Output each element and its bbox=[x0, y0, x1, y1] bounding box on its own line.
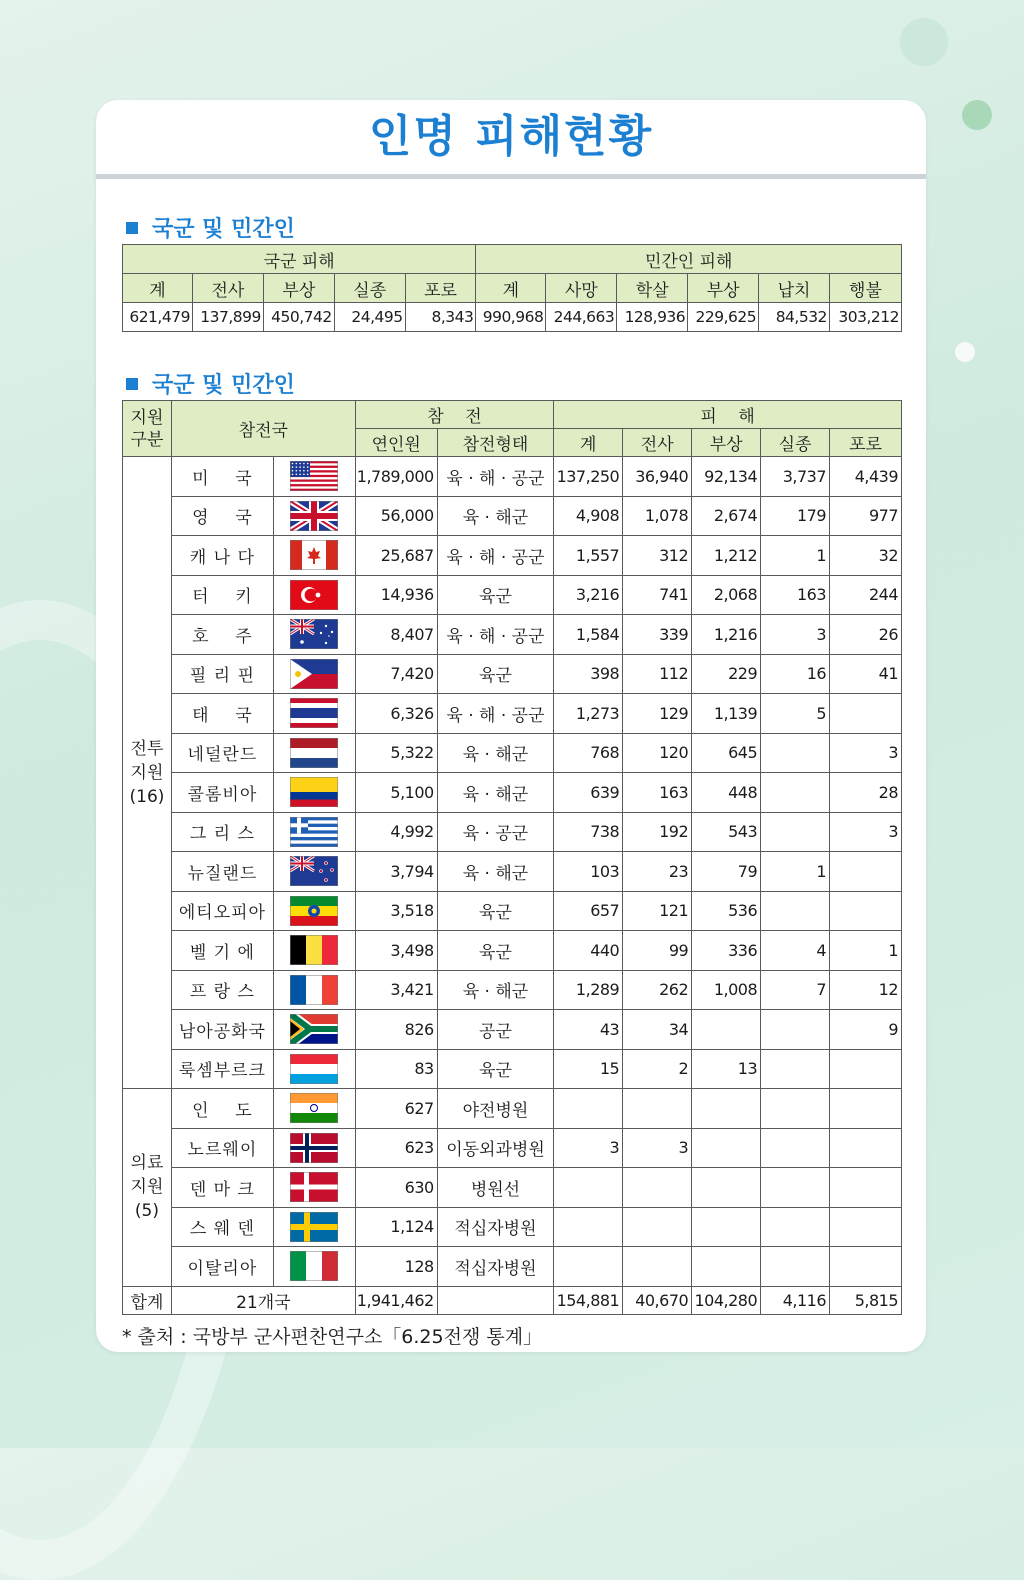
missing-cell: 3,737 bbox=[761, 457, 830, 497]
killed-cell: 99 bbox=[623, 931, 692, 971]
country-name: 스 웨 덴 bbox=[171, 1207, 273, 1247]
personnel-cell: 1,789,000 bbox=[355, 457, 437, 497]
country-row bbox=[123, 773, 902, 813]
pow-cell bbox=[830, 1128, 902, 1168]
section-heading-2-text: 국군 및 민간인 bbox=[152, 373, 295, 398]
summary-column-header: 계 bbox=[123, 274, 193, 303]
total-pow-cell: 5,815 bbox=[830, 1286, 902, 1314]
total-cell bbox=[554, 1247, 623, 1287]
military-damage-header: 국군 피해 bbox=[123, 245, 476, 274]
square-bullet-icon bbox=[126, 378, 138, 390]
killed-cell: 2 bbox=[623, 1049, 692, 1089]
total-cell: 137,250 bbox=[554, 457, 623, 497]
country-name: 필 리 핀 bbox=[171, 654, 273, 694]
service-type-cell: 이동외과병원 bbox=[437, 1128, 554, 1168]
total-personnel: 1,941,462 bbox=[355, 1286, 437, 1314]
country-row bbox=[123, 1049, 902, 1089]
service-type-cell: 육군 bbox=[437, 1049, 554, 1089]
wounded-cell: 1,139 bbox=[692, 694, 761, 734]
country-row bbox=[123, 812, 902, 852]
summary-column-header: 부상 bbox=[688, 274, 759, 303]
killed-cell: 192 bbox=[623, 812, 692, 852]
thailand-flag-icon bbox=[273, 694, 355, 734]
canada-flag-icon bbox=[273, 536, 355, 576]
wounded-cell bbox=[692, 1247, 761, 1287]
total-total-cell: 154,881 bbox=[554, 1286, 623, 1314]
service-type-cell: 육 · 해 · 공군 bbox=[437, 457, 554, 497]
killed-cell bbox=[623, 1089, 692, 1129]
personnel-cell: 25,687 bbox=[355, 536, 437, 576]
personnel-cell: 3,421 bbox=[355, 970, 437, 1010]
country-row bbox=[123, 457, 902, 497]
total-cell: 440 bbox=[554, 931, 623, 971]
killed-cell: 34 bbox=[623, 1010, 692, 1050]
total-cell: 738 bbox=[554, 812, 623, 852]
killed-cell bbox=[623, 1207, 692, 1247]
wounded-cell: 543 bbox=[692, 812, 761, 852]
personnel-cell: 8,407 bbox=[355, 615, 437, 655]
service-type-cell: 병원선 bbox=[437, 1168, 554, 1208]
missing-cell bbox=[761, 1168, 830, 1208]
sub-column-header: 연인원 bbox=[355, 429, 437, 457]
sub-column-header: 계 bbox=[554, 429, 623, 457]
total-type bbox=[437, 1286, 554, 1314]
pow-cell: 12 bbox=[830, 970, 902, 1010]
missing-cell bbox=[761, 733, 830, 773]
background-bubble bbox=[962, 100, 992, 130]
new-zealand-flag-icon bbox=[273, 852, 355, 892]
country-name: 에티오피아 bbox=[171, 891, 273, 931]
missing-cell: 1 bbox=[761, 852, 830, 892]
total-cell: 4,908 bbox=[554, 496, 623, 536]
service-type-cell: 적십자병원 bbox=[437, 1207, 554, 1247]
total-cell: 43 bbox=[554, 1010, 623, 1050]
missing-cell bbox=[761, 891, 830, 931]
pow-cell: 4,439 bbox=[830, 457, 902, 497]
personnel-cell: 3,518 bbox=[355, 891, 437, 931]
pow-cell bbox=[830, 1247, 902, 1287]
summary-column-header: 사망 bbox=[546, 274, 617, 303]
wounded-cell bbox=[692, 1207, 761, 1247]
country-name: 영 국 bbox=[171, 496, 273, 536]
killed-cell: 120 bbox=[623, 733, 692, 773]
missing-cell: 4 bbox=[761, 931, 830, 971]
summary-value-cell: 621,479 bbox=[123, 303, 193, 332]
wounded-cell: 79 bbox=[692, 852, 761, 892]
killed-cell: 339 bbox=[623, 615, 692, 655]
personnel-cell: 56,000 bbox=[355, 496, 437, 536]
personnel-cell: 627 bbox=[355, 1089, 437, 1129]
sub-column-header: 전사 bbox=[623, 429, 692, 457]
country-row bbox=[123, 931, 902, 971]
total-countries: 21개국 bbox=[171, 1286, 355, 1314]
personnel-cell: 14,936 bbox=[355, 575, 437, 615]
country-row bbox=[123, 1247, 902, 1287]
pow-cell: 3 bbox=[830, 733, 902, 773]
missing-cell: 1 bbox=[761, 536, 830, 576]
personnel-cell: 6,326 bbox=[355, 694, 437, 734]
wounded-cell: 336 bbox=[692, 931, 761, 971]
total-cell: 768 bbox=[554, 733, 623, 773]
personnel-cell: 83 bbox=[355, 1049, 437, 1089]
section-heading-1-text: 국군 및 민간인 bbox=[152, 217, 295, 242]
norway-flag-icon bbox=[273, 1128, 355, 1168]
killed-cell: 129 bbox=[623, 694, 692, 734]
country-row bbox=[123, 496, 902, 536]
total-cell: 1,557 bbox=[554, 536, 623, 576]
country-name: 인 도 bbox=[171, 1089, 273, 1129]
pow-cell bbox=[830, 1168, 902, 1208]
service-type-cell: 야전병원 bbox=[437, 1089, 554, 1129]
wounded-cell: 536 bbox=[692, 891, 761, 931]
wounded-cell: 1,212 bbox=[692, 536, 761, 576]
section-heading-2 bbox=[126, 368, 295, 399]
turkey-flag-icon bbox=[273, 575, 355, 615]
wounded-cell: 229 bbox=[692, 654, 761, 694]
title-bar bbox=[96, 100, 926, 179]
service-type-cell: 공군 bbox=[437, 1010, 554, 1050]
killed-cell: 163 bbox=[623, 773, 692, 813]
total-row bbox=[123, 1286, 902, 1314]
pow-cell bbox=[830, 1089, 902, 1129]
pow-cell bbox=[830, 1207, 902, 1247]
support-type-header: 지원 구분 bbox=[123, 401, 172, 457]
source-note: * 출처 : 국방부 군사편찬연구소「6.25전쟁 통계」 bbox=[122, 1326, 543, 1348]
summary-value-cell: 24,495 bbox=[334, 303, 405, 332]
square-bullet-icon bbox=[126, 222, 138, 234]
ethiopia-flag-icon bbox=[273, 891, 355, 931]
personnel-cell: 5,322 bbox=[355, 733, 437, 773]
country-name: 노르웨이 bbox=[171, 1128, 273, 1168]
support-group-label: 전투 지원 (16) bbox=[123, 457, 172, 1089]
summary-column-header: 전사 bbox=[192, 274, 263, 303]
summary-column-header: 계 bbox=[476, 274, 546, 303]
service-type-cell: 육군 bbox=[437, 931, 554, 971]
missing-cell bbox=[761, 1247, 830, 1287]
country-name: 호 주 bbox=[171, 615, 273, 655]
background-bubble bbox=[900, 18, 948, 66]
country-name: 벨 기 에 bbox=[171, 931, 273, 971]
pow-cell: 28 bbox=[830, 773, 902, 813]
pow-cell: 32 bbox=[830, 536, 902, 576]
country-name: 룩셈부르크 bbox=[171, 1049, 273, 1089]
total-killed-cell: 40,670 bbox=[623, 1286, 692, 1314]
country-name: 네덜란드 bbox=[171, 733, 273, 773]
belgium-flag-icon bbox=[273, 931, 355, 971]
total-missing-cell: 4,116 bbox=[761, 1286, 830, 1314]
country-name: 터 키 bbox=[171, 575, 273, 615]
total-cell bbox=[554, 1089, 623, 1129]
wounded-cell bbox=[692, 1168, 761, 1208]
total-label: 합계 bbox=[123, 1286, 172, 1314]
south-africa-flag-icon bbox=[273, 1010, 355, 1050]
content-card bbox=[96, 100, 926, 1352]
wounded-cell: 645 bbox=[692, 733, 761, 773]
damage-header: 피 해 bbox=[554, 401, 902, 429]
killed-cell: 312 bbox=[623, 536, 692, 576]
missing-cell: 5 bbox=[761, 694, 830, 734]
summary-column-header: 납치 bbox=[759, 274, 830, 303]
service-type-cell: 육 · 해군 bbox=[437, 773, 554, 813]
service-type-cell: 육 · 해 · 공군 bbox=[437, 694, 554, 734]
summary-value-cell: 244,663 bbox=[546, 303, 617, 332]
wounded-cell bbox=[692, 1010, 761, 1050]
uk-flag-icon bbox=[273, 496, 355, 536]
pow-cell bbox=[830, 694, 902, 734]
missing-cell bbox=[761, 1128, 830, 1168]
service-type-cell: 육군 bbox=[437, 654, 554, 694]
total-cell bbox=[554, 1168, 623, 1208]
page-title: 인명 피해현황 bbox=[368, 111, 654, 162]
summary-value-cell: 128,936 bbox=[617, 303, 688, 332]
country-row bbox=[123, 1207, 902, 1247]
sub-column-header: 실종 bbox=[761, 429, 830, 457]
service-type-cell: 적십자병원 bbox=[437, 1247, 554, 1287]
country-name: 남아공화국 bbox=[171, 1010, 273, 1050]
pow-cell: 9 bbox=[830, 1010, 902, 1050]
wounded-cell bbox=[692, 1128, 761, 1168]
pow-cell: 3 bbox=[830, 812, 902, 852]
personnel-cell: 5,100 bbox=[355, 773, 437, 813]
denmark-flag-icon bbox=[273, 1168, 355, 1208]
summary-value-cell: 303,212 bbox=[829, 303, 901, 332]
colombia-flag-icon bbox=[273, 773, 355, 813]
us-flag-icon bbox=[273, 457, 355, 497]
wounded-cell: 92,134 bbox=[692, 457, 761, 497]
personnel-cell: 4,992 bbox=[355, 812, 437, 852]
killed-cell: 23 bbox=[623, 852, 692, 892]
sweden-flag-icon bbox=[273, 1207, 355, 1247]
total-cell: 1,584 bbox=[554, 615, 623, 655]
personnel-cell: 630 bbox=[355, 1168, 437, 1208]
country-row bbox=[123, 615, 902, 655]
summary-column-header: 학살 bbox=[617, 274, 688, 303]
killed-cell: 1,078 bbox=[623, 496, 692, 536]
country-name: 태 국 bbox=[171, 694, 273, 734]
missing-cell: 163 bbox=[761, 575, 830, 615]
pow-cell: 1 bbox=[830, 931, 902, 971]
country-row bbox=[123, 575, 902, 615]
background-bubble bbox=[955, 342, 975, 362]
summary-column-header: 부상 bbox=[263, 274, 334, 303]
country-header: 참전국 bbox=[171, 401, 355, 457]
pow-cell bbox=[830, 1049, 902, 1089]
allied-casualty-table bbox=[122, 400, 902, 1315]
country-name: 이탈리아 bbox=[171, 1247, 273, 1287]
philippines-flag-icon bbox=[273, 654, 355, 694]
total-cell: 657 bbox=[554, 891, 623, 931]
wounded-cell: 448 bbox=[692, 773, 761, 813]
country-row bbox=[123, 1089, 902, 1129]
missing-cell: 3 bbox=[761, 615, 830, 655]
total-cell: 3,216 bbox=[554, 575, 623, 615]
total-wounded-cell: 104,280 bbox=[692, 1286, 761, 1314]
pow-cell: 977 bbox=[830, 496, 902, 536]
service-type-cell: 육군 bbox=[437, 575, 554, 615]
pow-cell: 26 bbox=[830, 615, 902, 655]
total-cell: 103 bbox=[554, 852, 623, 892]
personnel-cell: 7,420 bbox=[355, 654, 437, 694]
sub-column-header: 참전형태 bbox=[437, 429, 554, 457]
summary-value-cell: 450,742 bbox=[263, 303, 334, 332]
country-row bbox=[123, 891, 902, 931]
killed-cell bbox=[623, 1168, 692, 1208]
personnel-cell: 623 bbox=[355, 1128, 437, 1168]
country-row bbox=[123, 733, 902, 773]
service-type-cell: 육 · 해군 bbox=[437, 852, 554, 892]
summary-value-cell: 990,968 bbox=[476, 303, 546, 332]
missing-cell bbox=[761, 1049, 830, 1089]
summary-value-cell: 84,532 bbox=[759, 303, 830, 332]
wounded-cell: 1,008 bbox=[692, 970, 761, 1010]
participation-header: 참 전 bbox=[355, 401, 554, 429]
wounded-cell: 2,674 bbox=[692, 496, 761, 536]
summary-column-header: 포로 bbox=[405, 274, 476, 303]
country-name: 프 랑 스 bbox=[171, 970, 273, 1010]
total-cell: 1,289 bbox=[554, 970, 623, 1010]
missing-cell bbox=[761, 1089, 830, 1129]
country-name: 캐 나 다 bbox=[171, 536, 273, 576]
killed-cell: 36,940 bbox=[623, 457, 692, 497]
service-type-cell: 육 · 해 · 공군 bbox=[437, 615, 554, 655]
personnel-cell: 826 bbox=[355, 1010, 437, 1050]
civilian-damage-header: 민간인 피해 bbox=[476, 245, 902, 274]
total-cell: 398 bbox=[554, 654, 623, 694]
killed-cell: 741 bbox=[623, 575, 692, 615]
summary-column-header: 실종 bbox=[334, 274, 405, 303]
wounded-cell: 1,216 bbox=[692, 615, 761, 655]
country-row bbox=[123, 654, 902, 694]
summary-value-cell: 137,899 bbox=[192, 303, 263, 332]
country-name: 뉴질랜드 bbox=[171, 852, 273, 892]
wounded-cell: 2,068 bbox=[692, 575, 761, 615]
sub-column-header: 부상 bbox=[692, 429, 761, 457]
service-type-cell: 육군 bbox=[437, 891, 554, 931]
service-type-cell: 육 · 해군 bbox=[437, 970, 554, 1010]
pow-cell bbox=[830, 891, 902, 931]
summary-value-cell: 8,343 bbox=[405, 303, 476, 332]
personnel-cell: 3,794 bbox=[355, 852, 437, 892]
country-row bbox=[123, 1010, 902, 1050]
country-row bbox=[123, 1128, 902, 1168]
total-cell: 3 bbox=[554, 1128, 623, 1168]
killed-cell bbox=[623, 1247, 692, 1287]
country-name: 미 국 bbox=[171, 457, 273, 497]
total-cell: 1,273 bbox=[554, 694, 623, 734]
missing-cell: 16 bbox=[761, 654, 830, 694]
personnel-cell: 128 bbox=[355, 1247, 437, 1287]
country-row bbox=[123, 852, 902, 892]
wounded-cell bbox=[692, 1089, 761, 1129]
country-row bbox=[123, 1168, 902, 1208]
luxembourg-flag-icon bbox=[273, 1049, 355, 1089]
missing-cell: 7 bbox=[761, 970, 830, 1010]
total-cell: 639 bbox=[554, 773, 623, 813]
country-name: 덴 마 크 bbox=[171, 1168, 273, 1208]
service-type-cell: 육 · 해 · 공군 bbox=[437, 536, 554, 576]
support-group-label: 의료 지원 (5) bbox=[123, 1089, 172, 1287]
pow-cell bbox=[830, 852, 902, 892]
service-type-cell: 육 · 해군 bbox=[437, 496, 554, 536]
summary-column-header: 행불 bbox=[829, 274, 901, 303]
service-type-cell: 육 · 해군 bbox=[437, 733, 554, 773]
service-type-cell: 육 · 공군 bbox=[437, 812, 554, 852]
missing-cell bbox=[761, 812, 830, 852]
country-row bbox=[123, 536, 902, 576]
killed-cell: 112 bbox=[623, 654, 692, 694]
personnel-cell: 1,124 bbox=[355, 1207, 437, 1247]
summary-value-cell: 229,625 bbox=[688, 303, 759, 332]
section-heading-1 bbox=[126, 212, 295, 243]
killed-cell: 262 bbox=[623, 970, 692, 1010]
personnel-cell: 3,498 bbox=[355, 931, 437, 971]
sub-column-header: 포로 bbox=[830, 429, 902, 457]
missing-cell bbox=[761, 1010, 830, 1050]
greece-flag-icon bbox=[273, 812, 355, 852]
country-name: 그 리 스 bbox=[171, 812, 273, 852]
australia-flag-icon bbox=[273, 615, 355, 655]
france-flag-icon bbox=[273, 970, 355, 1010]
total-cell bbox=[554, 1207, 623, 1247]
missing-cell bbox=[761, 1207, 830, 1247]
india-flag-icon bbox=[273, 1089, 355, 1129]
missing-cell: 179 bbox=[761, 496, 830, 536]
wounded-cell: 13 bbox=[692, 1049, 761, 1089]
country-row bbox=[123, 970, 902, 1010]
total-cell: 15 bbox=[554, 1049, 623, 1089]
killed-cell: 3 bbox=[623, 1128, 692, 1168]
italy-flag-icon bbox=[273, 1247, 355, 1287]
summary-table bbox=[122, 244, 902, 332]
country-name: 콜롬비아 bbox=[171, 773, 273, 813]
pow-cell: 41 bbox=[830, 654, 902, 694]
country-row bbox=[123, 694, 902, 734]
missing-cell bbox=[761, 773, 830, 813]
netherlands-flag-icon bbox=[273, 733, 355, 773]
pow-cell: 244 bbox=[830, 575, 902, 615]
killed-cell: 121 bbox=[623, 891, 692, 931]
